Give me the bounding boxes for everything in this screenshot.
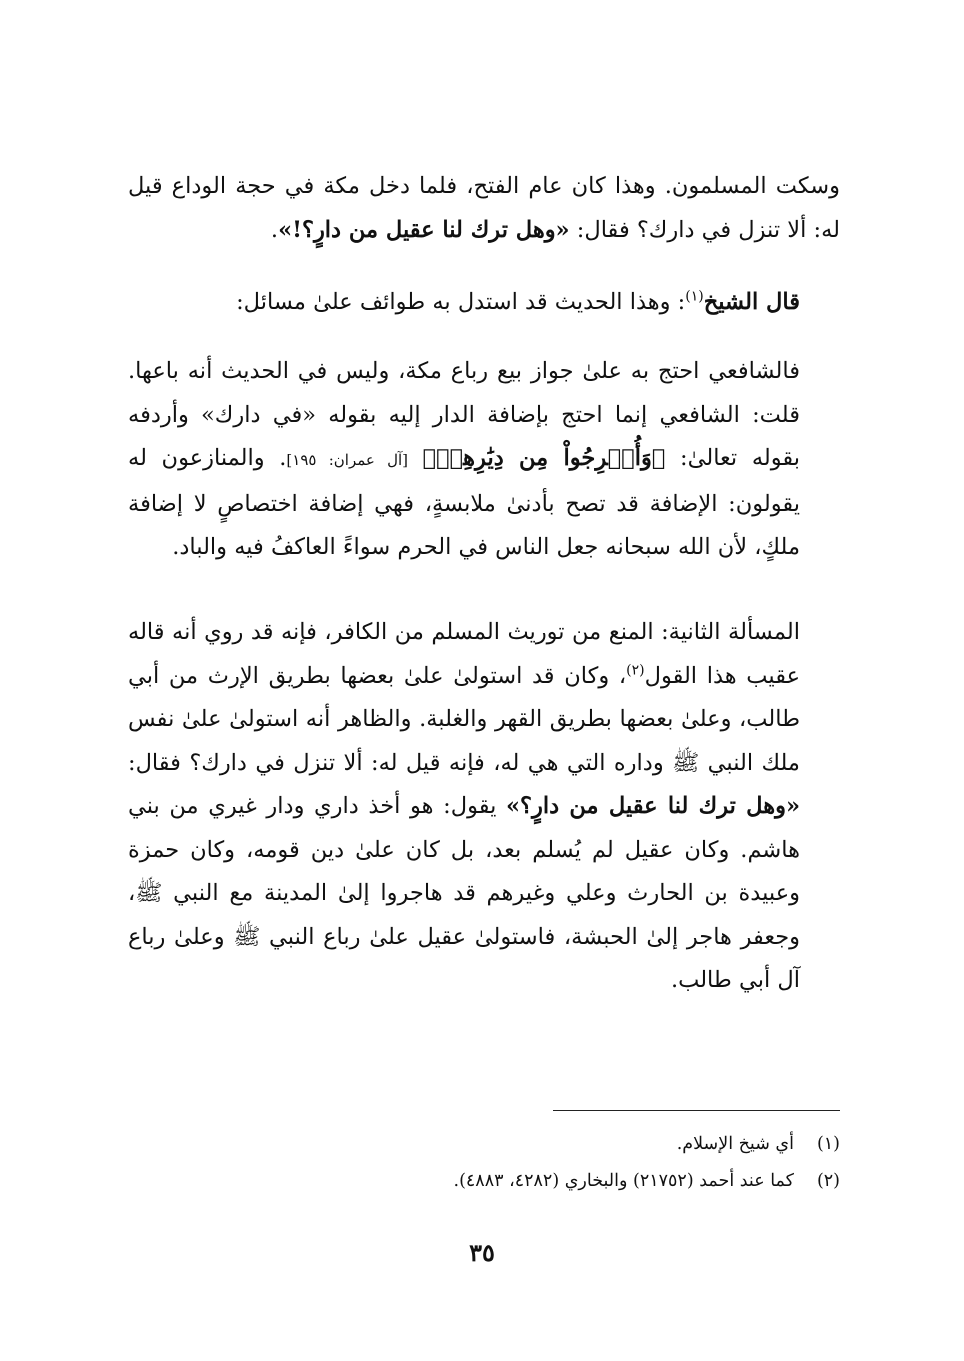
verse-reference: [آل عمران: ١٩٥] [286, 451, 409, 469]
paragraph-4 [128, 611, 840, 1003]
footnote-2-number: (٢) [816, 1171, 840, 1191]
quran-verse: ﴿وَأُخۡرِجُواْ مِن دِيَٰرِهِمۡ﴾ [422, 445, 666, 471]
hadith-quote: «وهل ترك لنا عقيل من دارٍ؟!» [278, 216, 570, 243]
footnote-1-number: (١) [816, 1134, 840, 1154]
paragraph-2 [128, 281, 840, 325]
footnote-ref-1[interactable]: (١) [685, 288, 704, 305]
footnote-2-text: كما عند أحمد (٢١٧٥٢) والبخاري (٤٢٨٢، ٤٨٨٣). [453, 1171, 794, 1191]
paragraph-3 [128, 350, 840, 570]
paragraph-4-part2: ، وكان قد استولىٰ علىٰ بعضها بطريق الإرث من أبي طالب، وعلىٰ بعضها بطريق القهر والغلبة. والظاهر أنه استولىٰ علىٰ نفس ملك النبي ﷺ وداره التي هي له، فإنه قيل له: ألا تنزل في دارك؟ فقال: [128, 662, 800, 776]
paragraph-4-part1: المسألة الثانية: المنع من توريث المسلم من الكافر، فإنه قد روي أنه قاله عقيب هذا القول [128, 619, 801, 689]
paragraph-2-text: : وهذا الحديث قد استدل به طوائف علىٰ مسائل: [236, 289, 686, 315]
footnotes [128, 1126, 840, 1200]
paragraph-1-end: . [270, 216, 279, 243]
footnote-divider [553, 1110, 840, 1111]
footnote-1 [128, 1126, 840, 1163]
paragraph-3-part2: . والمنازعون له يقولون: الإضافة قد تصح بأدنىٰ ملابسةٍ، فهي إضافة اختصاصٍ لا إضافة ملكٍ، لأن الله سبحانه جعل الناس في الحرم سواءً العاكفُ فيه والباد. [128, 445, 800, 560]
page-number: ٣٥ [469, 1238, 495, 1267]
sheikh-label: قال الشيخ [703, 289, 800, 315]
footnote-ref-2[interactable]: (٢) [626, 662, 645, 678]
paragraph-1 [128, 165, 840, 252]
paragraph-3-part1: فالشافعي احتج به علىٰ جواز بيع رباع مكة، وليس في الحديث أنه باعها. قلت: الشافعي إنما احتج بإضافة الدار إليه بقوله «في دارك» وأردفه بقوله تعالىٰ: [128, 358, 800, 471]
footnote-2 [128, 1163, 840, 1200]
hadith-quote-2: «وهل ترك لنا عقيل من دارٍ؟» [505, 793, 801, 819]
footnote-1-text: أي شيخ الإسلام. [676, 1134, 794, 1154]
paragraph-1-text: وسكت المسلمون. وهذا كان عام الفتح، فلما دخل مكة في حجة الوداع قيل له: ألا تنزل في دارك؟ فقال: [128, 173, 840, 243]
paragraph-4-part3: يقول: هو أخذ داري ودار غيري من بني هاشم. وكان عقيل لم يُسلم بعد، بل كان علىٰ دين قومه، وكان حمزة وعبيدة بن الحارث وعلي وغيرهم قد هاجروا إلىٰ المدينة مع النبي ﷺ، وجعفر هاجر إلىٰ الحبشة، فاستولىٰ عقيل علىٰ رباع النبي ﷺ وعلىٰ رباع آل أبي طالب. [128, 793, 800, 993]
